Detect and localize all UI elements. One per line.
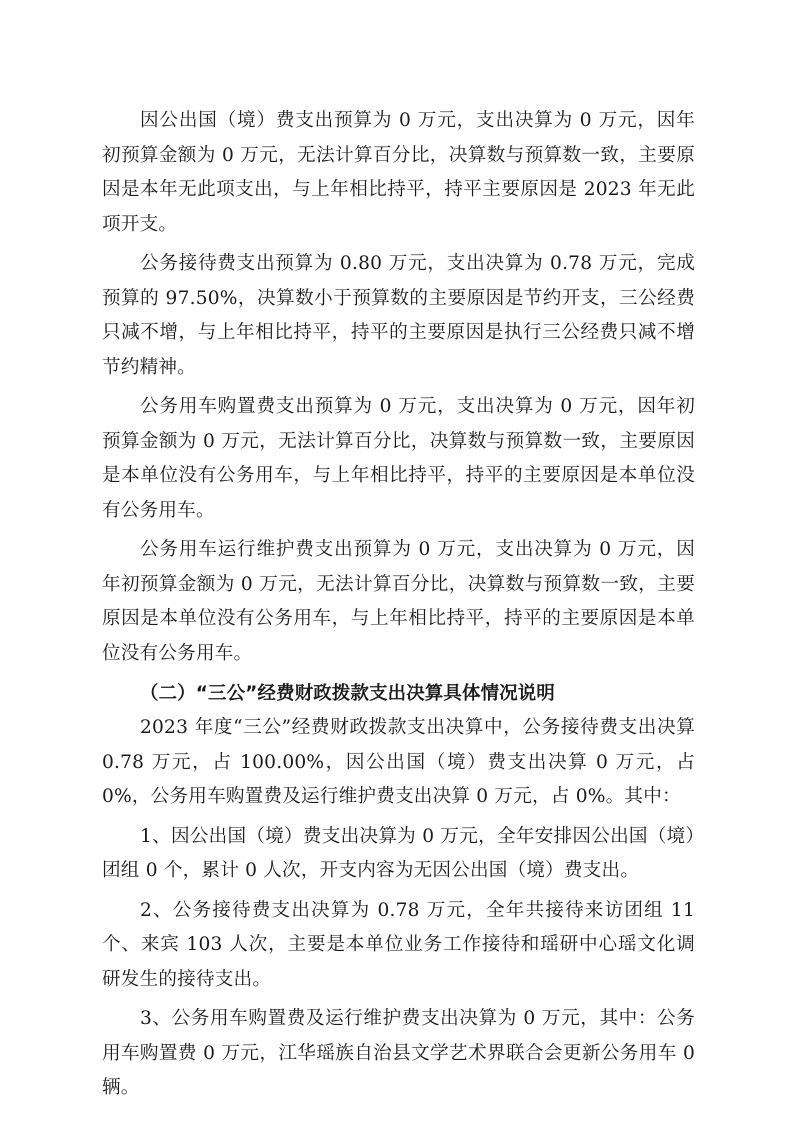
paragraph-vehicle-purchase: 公务用车购置费支出预算为 0 万元，支出决算为 0 万元，因年初预算金额为 0 万元，无法计算百分比，决算数与预算数一致，主要原因是本单位没有公务用车，与上年相比持平，持平的主要原因是本单位没有公务用车。 (102, 396, 695, 521)
paragraph-item-1: 1、因公出国（境）费支出决算为 0 万元，全年安排因公出国（境）团组 0 个，累计 0 人次，开支内容为无因公出国（境）费支出。 (102, 825, 695, 881)
paragraph-reception: 公务接待费支出预算为 0.80 万元，支出决算为 0.78 万元，完成预算的 97.50%，决算数小于预算数的主要原因是节约开支，三公经费只减不增，与上年相比持平，持平的主要原因是执行三公经费只减不增节约精神。 (102, 253, 695, 378)
paragraph-item-2: 2、公务接待费支出决算为 0.78 万元，全年共接待来访团组 11 个、来宾 103 人次，主要是本单位业务工作接待和瑶研中心瑶文化调研发生的接待支出。 (102, 899, 695, 990)
paragraph-vehicle-maintenance: 公务用车运行维护费支出预算为 0 万元，支出决算为 0 万元，因年初预算金额为 0 万元，无法计算百分比，决算数与预算数一致，主要原因是本单位没有公务用车，与上年相比持平，持平的主要原因是本单位没有公务用车。 (102, 539, 695, 664)
paragraph-item-3: 3、公务用车购置费及运行维护费支出决算为 0 万元，其中：公务用车购置费 0 万元，江华瑶族自治县文学艺术界联合会更新公务用车 0 辆。 (102, 1008, 695, 1098)
paragraph-summary: 2023 年度“三公”经费财政拨款支出决算中，公务接待费支出决算 0.78 万元，占 100.00%，因公出国（境）费支出决算 0 万元，占 0%，公务用车购置费及运行维护费支出决算 0 万元，占 0%。其中： (102, 717, 695, 807)
section-heading: （二）“三公”经费财政拨款支出决算具体情况说明 (140, 683, 555, 704)
paragraph-overseas-travel: 因公出国（境）费支出预算为 0 万元，支出决算为 0 万元，因年初预算金额为 0 万元，无法计算百分比，决算数与预算数一致，主要原因是本年无此项支出，与上年相比持平，持平主要原因是 2023 年无此项开支。 (102, 110, 695, 235)
